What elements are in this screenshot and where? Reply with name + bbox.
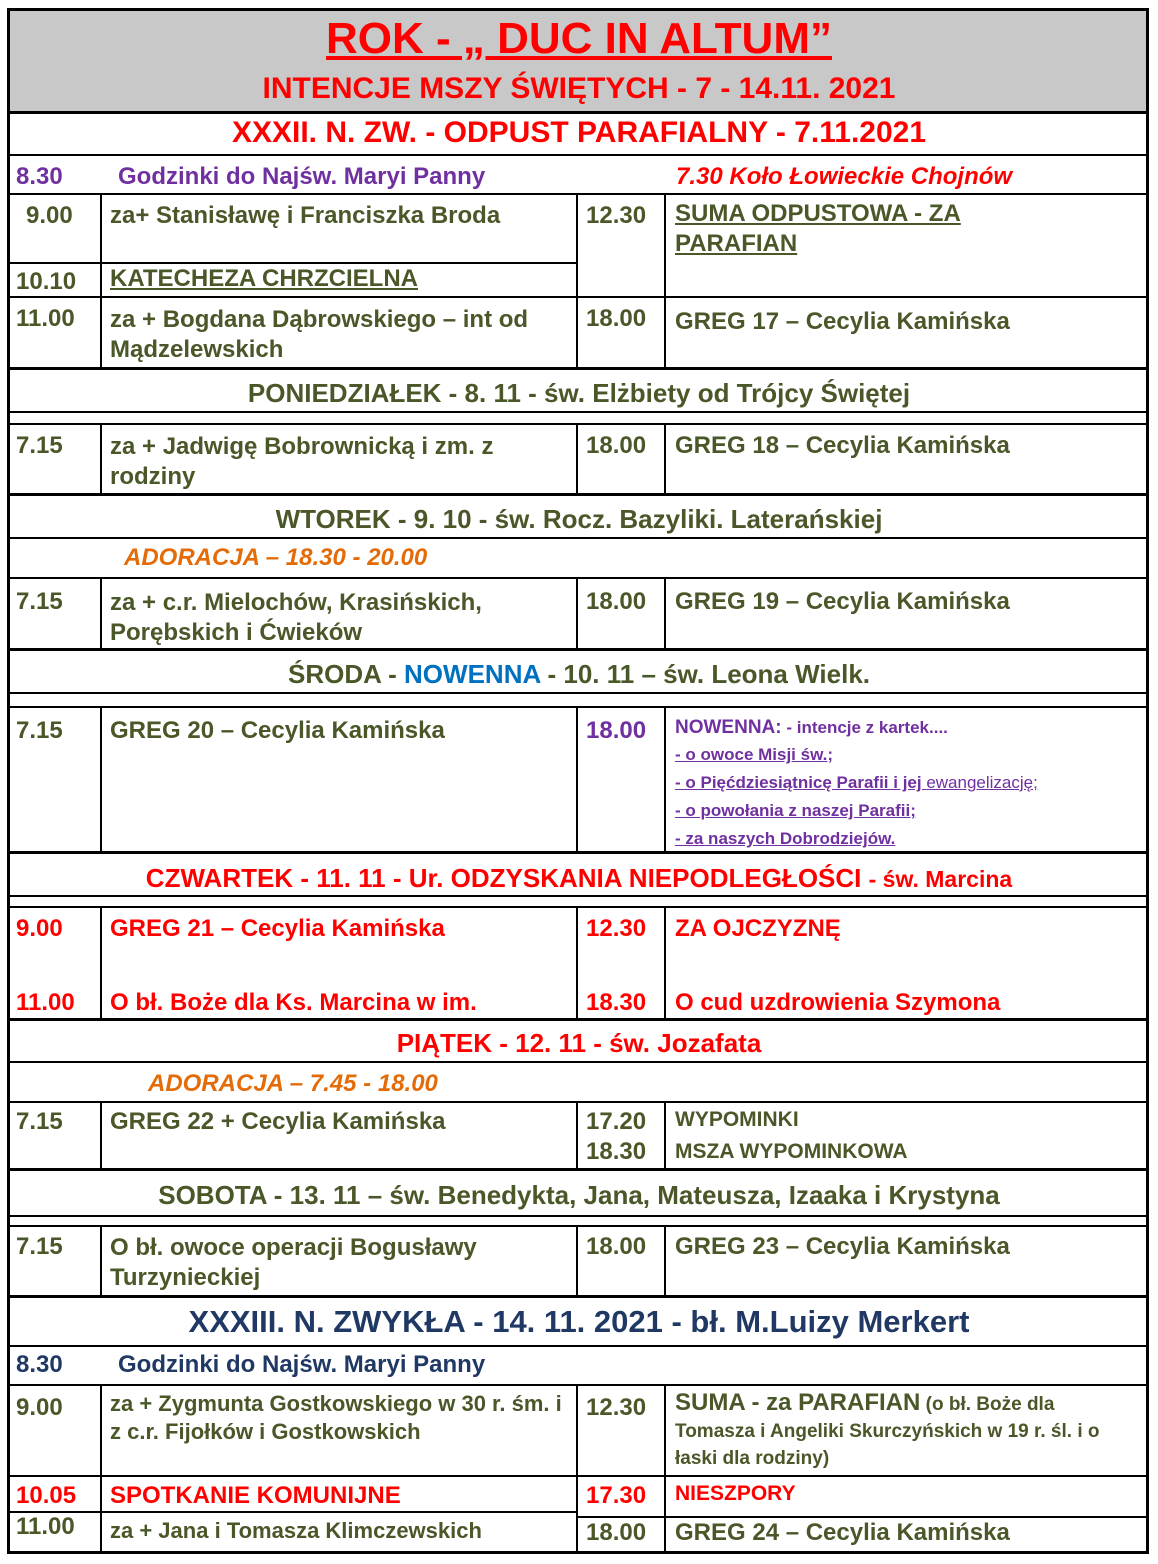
tuesday-text-b: GREG 19 – Cecylia Kamińska [675,588,1010,615]
friday-text: GREG 22 + Cecylia Kamińska [110,1108,446,1135]
page-title: ROK - „ DUC IN ALTUM” [326,14,832,63]
thursday-row1b-text: ZA OJCZYZNĘ [675,915,841,942]
friday-heading: PIĄTEK - 12. 11 - św. Jozafata [396,1028,762,1058]
wednesday-heading [0,659,1158,690]
sunday1-godzinki-text: Godzinki do Najśw. Maryi Panny [118,163,486,190]
tuesday-heading: WTOREK - 9. 10 - św. Rocz. Bazyliki. Laterańskiej [275,504,883,534]
wednesday-heading-nowenna: NOWENNA [404,659,541,689]
sunday2-row2-text: SPOTKANIE KOMUNIJNE [110,1482,401,1509]
sunday2-row3-time: 11.00 [16,1513,75,1540]
tuesday-time: 7.15 [16,588,63,615]
friday-adoracja: ADORACJA – 7.45 - 18.00 [148,1070,438,1097]
nowenna-item-3: - o powołania z naszej Parafii; [675,801,916,820]
tuesday-text: za + c.r. Mielochów, Krasińskich, Porębskich i Ćwieków [110,589,482,646]
monday-time-b: 18.00 [586,432,647,459]
thursday-row1-time: 9.00 [16,915,63,942]
nowenna-label: NOWENNA: [675,717,782,738]
friday-text-b2: MSZA WYPOMINKOWA [675,1140,908,1163]
sunday1-row3-time: 11.00 [16,305,75,332]
sunday1-row2-text: KATECHEZA CHRZCIELNA [110,265,418,292]
saturday-text-b: GREG 23 – Cecylia Kamińska [675,1233,1010,1260]
monday-time: 7.15 [16,432,63,459]
page-subtitle: INTENCJE MSZY ŚWIĘTYCH - 7 - 14.11. 2021 [262,72,896,105]
nowenna-item-1: - o owoce Misji św.; [675,745,834,764]
thursday-row1b-time: 12.30 [586,915,647,942]
sunday2-row3b-time: 18.00 [586,1519,647,1546]
wednesday-heading-saint: - 10. 11 – św. Leona Wielk. [540,659,871,689]
sunday1-row1-time: 9.00 [26,202,73,229]
sunday2-row1-time: 9.00 [16,1394,63,1421]
sunday1-row3b-time: 18.00 [586,305,647,332]
friday-time: 7.15 [16,1108,63,1135]
thursday-row1-text: GREG 21 – Cecylia Kamińska [110,915,445,942]
sunday1-row3-text: za + Bogdana Dąbrowskiego – int od Mądzelewskich [110,306,529,363]
tuesday-time-b: 18.00 [586,588,647,615]
nowenna-item-4: - za naszych Dobrodziejów. [675,829,896,848]
thursday-row2-time: 11.00 [16,989,75,1016]
sunday2-row3-text: za + Jana i Tomasza Klimczewskich [110,1518,482,1543]
sunday2-row1b-time: 12.30 [586,1394,647,1421]
thursday-row2-text: O bł. Boże dla Ks. Marcina w im. [110,989,477,1016]
suma-parafian: SUMA - za PARAFIAN [675,1389,921,1416]
monday-text: za + Jadwigę Bobrownicką i zm. z rodziny [110,433,494,490]
tuesday-adoracja: ADORACJA – 18.30 - 20.00 [124,544,428,571]
saturday-time-b: 18.00 [586,1233,647,1260]
nowenna-item-2 [675,773,1038,793]
thursday-heading-main: CZWARTEK - 11. 11 - Ur. ODZYSKANIA NIEPODLEGŁOŚCI [145,863,869,893]
wednesday-nowenna-line [675,717,948,739]
sunday1-row1b-text: SUMA ODPUSTOWA - ZA PARAFIAN [675,200,961,257]
sunday1-row1-text: za+ Stanisławę i Franciszka Broda [110,202,501,229]
sunday1-heading: XXXII. N. ZW. - ODPUST PARAFIALNY - 7.11.2021 [231,116,927,149]
thursday-heading-saint: - św. Marcina [868,866,1013,892]
wednesday-heading-day: ŚRODA - [287,659,405,689]
sunday1-row2-time: 10.10 [16,268,77,295]
sunday2-row2b-time: 17.30 [586,1482,647,1509]
friday-time-b2: 18.30 [586,1138,647,1165]
sunday1-row1b-time: 12.30 [586,202,647,229]
sunday2-row1b-text [675,1390,1137,1473]
sunday2-godzinki-text: Godzinki do Najśw. Maryi Panny [118,1351,486,1378]
friday-text-b1: WYPOMINKI [675,1108,799,1131]
sunday1-row3b-text: GREG 17 – Cecylia Kamińska [675,308,1010,335]
saturday-time: 7.15 [16,1233,63,1260]
thursday-heading [0,863,1158,894]
saturday-text: O bł. owoce operacji Bogusławy Turzynieckiej [110,1234,477,1291]
monday-heading: PONIEDZIAŁEK - 8. 11 - św. Elżbiety od Trójcy Świętej [247,378,911,408]
sunday2-godzinki-time: 8.30 [16,1351,63,1378]
wednesday-text: GREG 20 – Cecylia Kamińska [110,717,445,744]
sunday1-kolo-lowieckie: 7.30 Koło Łowieckie Chojnów [676,163,1013,190]
friday-time-b1: 17.20 [586,1108,647,1135]
nowenna-rest: - intencje z kartek.... [781,718,948,737]
wednesday-time: 7.15 [16,717,63,744]
sunday1-godzinki-time: 8.30 [16,163,63,190]
wednesday-time-b: 18.00 [586,717,647,744]
nowenna-item-2-tail: ewangelizację; [926,773,1038,792]
saturday-heading: SOBOTA - 13. 11 – św. Benedykta, Jana, Mateusza, Izaaka i Krystyna [158,1180,1000,1210]
suma-parafian-note: (o bł. Boże dla Tomasza i Angeliki Skurczyńskich w 19 r. śl. i o łaski dla rodziny) [675,1394,1100,1469]
thursday-row2b-time: 18.30 [586,989,647,1016]
sunday2-heading: XXXIII. N. ZWYKŁA - 14. 11. 2021 - bł. M.Luizy Merkert [188,1304,970,1339]
sunday2-row3b-text: GREG 24 – Cecylia Kamińska [675,1519,1010,1546]
nowenna-item-2-head: - o Pięćdziesiątnicę Parafii i jej [675,773,927,792]
sunday2-row2-time: 10.05 [16,1482,77,1509]
sunday2-row1-text: za + Zygmunta Gostkowskiego w 30 r. śm. i z c.r. Fijołków i Gostkowskich [110,1391,562,1444]
monday-text-b: GREG 18 – Cecylia Kamińska [675,432,1010,459]
thursday-row2b-text: O cud uzdrowienia Szymona [675,989,1001,1016]
sunday2-row2b-text: NIESZPORY [675,1482,796,1505]
